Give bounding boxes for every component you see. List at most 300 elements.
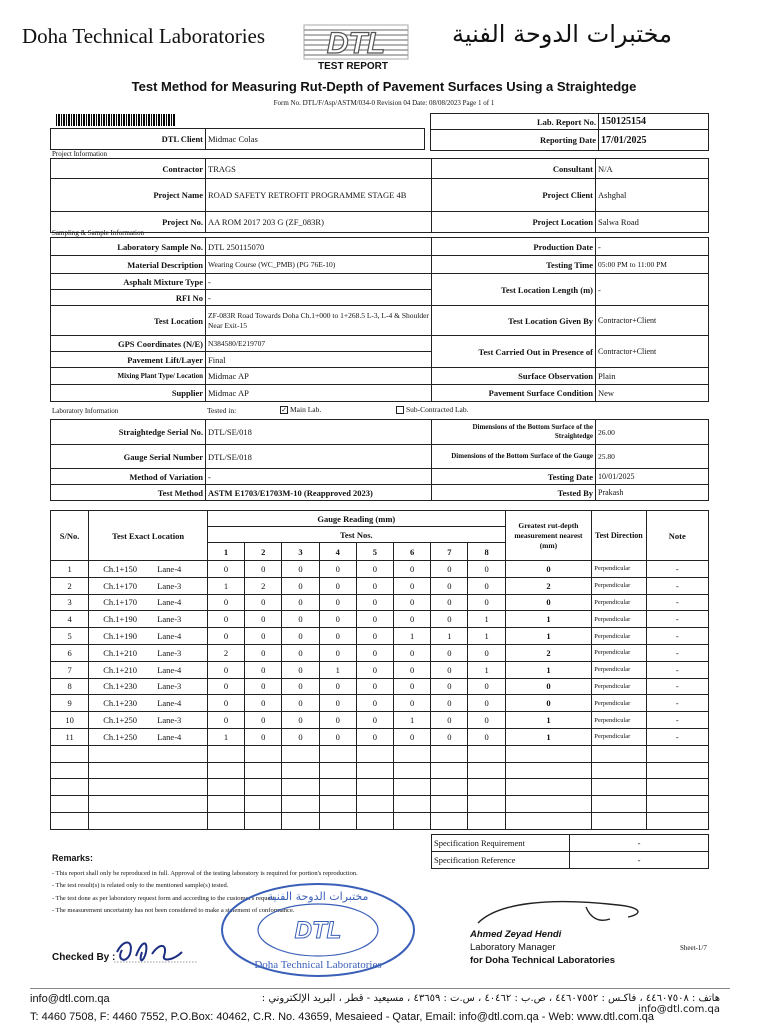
logo-text: DTL	[326, 27, 386, 60]
header-test-no: 2	[245, 543, 282, 561]
cell-lane: Lane-4	[157, 563, 182, 574]
cell-chainage: Ch.1+170	[103, 580, 138, 591]
section-lab: Laboratory Information	[52, 407, 119, 415]
cell-chainage: Ch.1+170	[103, 597, 138, 608]
cell-location	[89, 695, 208, 712]
cell-chainage: Ch.1+150	[103, 563, 138, 574]
manager-name: Ahmed Zeyad Hendi	[470, 929, 562, 940]
cell-reading: 0	[245, 712, 282, 729]
empty-cell	[207, 745, 244, 762]
empty-cell	[431, 762, 468, 779]
cell-lane: Lane-3	[157, 580, 182, 591]
consultant-value: N/A	[596, 159, 709, 179]
table-row	[51, 644, 709, 661]
lab-report-value: 150125154	[599, 114, 709, 130]
cell-lane: Lane-4	[157, 731, 182, 742]
project-client-label: Project Client	[432, 179, 596, 212]
empty-cell	[592, 745, 646, 762]
cell-reading: 1	[394, 628, 431, 645]
straightedge-value: DTL/SE/018	[206, 420, 432, 445]
cell-reading: 1	[468, 661, 505, 678]
cell-location	[89, 577, 208, 594]
cell-chainage: Ch.1+210	[103, 647, 138, 658]
cell-reading: 0	[245, 728, 282, 745]
empty-cell	[282, 796, 319, 813]
empty-cell	[207, 762, 244, 779]
cell-reading: 0	[319, 577, 356, 594]
cell-reading: 0	[245, 628, 282, 645]
checked-signature	[112, 930, 202, 970]
sheet-number: Sheet-1/7	[680, 944, 707, 952]
cell-reading: 0	[468, 644, 505, 661]
cell-reading: 0	[319, 695, 356, 712]
report-no-table	[430, 113, 709, 151]
gauge-value: DTL/SE/018	[206, 445, 432, 469]
spec-req-value: -	[570, 835, 709, 852]
report-title: Test Method for Measuring Rut-Depth of Pavement Surfaces Using a Straightedge	[131, 79, 637, 94]
cell-reading: 0	[431, 577, 468, 594]
cell-reading: 0	[282, 611, 319, 628]
empty-cell	[468, 762, 505, 779]
cell-sno: 4	[51, 611, 89, 628]
header-location: Test Exact Location	[89, 511, 208, 561]
section-sample: Sampling & Sample Information	[52, 229, 144, 237]
empty-cell	[468, 812, 505, 829]
spec-ref-value: -	[570, 852, 709, 869]
cell-rut: 1	[505, 661, 592, 678]
cell-rut: 0	[505, 678, 592, 695]
cell-sno: 2	[51, 577, 89, 594]
cell-reading: 0	[394, 728, 431, 745]
cell-reading: 0	[468, 594, 505, 611]
contractor-label: Contractor	[51, 159, 206, 179]
cell-reading: 2	[207, 644, 244, 661]
cell-reading: 0	[319, 628, 356, 645]
empty-cell	[89, 745, 208, 762]
cell-location	[89, 678, 208, 695]
cell-sno: 3	[51, 594, 89, 611]
cell-rut: 0	[505, 695, 592, 712]
manager-signature	[468, 893, 658, 933]
cell-reading: 0	[431, 728, 468, 745]
empty-cell	[394, 745, 431, 762]
header-direction: Test Direction	[592, 511, 646, 561]
table-row	[51, 728, 709, 745]
footer-english: T: 4460 7508, F: 4460 7552, P.O.Box: 40462, C.R. No. 43659, Mesaieed - Qatar, Email: info@dtl.com.qa - Web: www.dtl.com.qa	[30, 1011, 655, 1023]
table-row	[51, 695, 709, 712]
cell-reading: 0	[394, 695, 431, 712]
empty-cell	[207, 796, 244, 813]
empty-cell	[319, 762, 356, 779]
table-row	[51, 712, 709, 729]
stamp-arabic: مختبرات الدوحة الفنية	[267, 890, 369, 903]
header-test-no: 1	[207, 543, 244, 561]
empty-cell	[356, 812, 393, 829]
cell-direction: Perpendicular	[592, 628, 646, 645]
cell-reading: 0	[319, 561, 356, 578]
rfi-value: -	[206, 290, 432, 306]
empty-cell	[356, 762, 393, 779]
main-lab-checkbox-icon: ✓	[281, 406, 287, 415]
tested-by-label: Tested By	[432, 485, 596, 501]
cell-sno: 11	[51, 728, 89, 745]
empty-cell	[51, 779, 89, 796]
project-location-label: Project Location	[432, 212, 596, 233]
cell-reading: 0	[245, 661, 282, 678]
empty-cell	[356, 779, 393, 796]
project-name-value: ROAD SAFETY RETROFIT PROGRAMME STAGE 4B	[206, 179, 432, 212]
cell-sno: 6	[51, 644, 89, 661]
cell-note: -	[646, 561, 708, 578]
cell-reading: 0	[282, 678, 319, 695]
cell-reading: 0	[468, 695, 505, 712]
cell-reading: 0	[468, 577, 505, 594]
cell-reading: 0	[207, 611, 244, 628]
client-table	[50, 128, 425, 150]
empty-cell	[646, 796, 708, 813]
dim-gauge-label: Dimensions of the Bottom Surface of the Gauge	[432, 445, 596, 469]
project-name-label: Project Name	[51, 179, 206, 212]
method-value: ASTM E1703/E1703M-10 (Reapproved 2023)	[206, 485, 432, 501]
lift-value: Final	[206, 352, 432, 368]
empty-cell	[646, 812, 708, 829]
remark-line-4: - The measurement uncertainty has not been considered to make a statement of conformance.	[52, 907, 295, 914]
cell-note: -	[646, 594, 708, 611]
cell-reading: 0	[356, 661, 393, 678]
cell-direction: Perpendicular	[592, 644, 646, 661]
cell-reading: 0	[319, 728, 356, 745]
cell-reading: 0	[207, 712, 244, 729]
cell-reading: 0	[282, 577, 319, 594]
gauge-label: Gauge Serial Number	[51, 445, 206, 469]
cell-reading: 0	[431, 594, 468, 611]
gps-value: N384580/E219707	[206, 336, 432, 352]
cell-reading: 1	[319, 661, 356, 678]
lab-sample-label: Laboratory Sample No.	[51, 238, 206, 256]
cell-reading: 0	[394, 611, 431, 628]
client-label: DTL Client	[51, 129, 206, 150]
empty-cell	[51, 745, 89, 762]
cell-reading: 0	[207, 661, 244, 678]
variation-value: -	[206, 469, 432, 485]
presence-label: Test Carried Out in Presence of	[432, 336, 596, 368]
cell-reading: 0	[319, 712, 356, 729]
cell-sno: 10	[51, 712, 89, 729]
cell-lane: Lane-3	[157, 681, 182, 692]
cell-note: -	[646, 644, 708, 661]
empty-cell	[282, 779, 319, 796]
cell-chainage: Ch.1+190	[103, 631, 138, 642]
client-value: Midmac Colas	[206, 129, 425, 150]
company-name-ar: مختبرات الدوحة الفنية	[452, 20, 672, 48]
footer-email: info@dtl.com.qa	[30, 993, 110, 1005]
table-row	[51, 577, 709, 594]
cell-lane: Lane-4	[157, 664, 182, 675]
cell-reading: 0	[394, 678, 431, 695]
lift-label: Pavement Lift/Layer	[51, 352, 206, 368]
empty-row	[51, 796, 709, 813]
manager-role: Laboratory Manager	[470, 942, 556, 953]
header-test-no: 8	[468, 543, 505, 561]
lab-stamp	[218, 880, 418, 980]
contractor-value: TRAGS	[206, 159, 432, 179]
project-table	[50, 158, 709, 233]
empty-row	[51, 812, 709, 829]
empty-cell	[394, 779, 431, 796]
cell-reading: 0	[394, 577, 431, 594]
testing-date-value: 10/01/2025	[596, 469, 709, 485]
method-label: Test Method	[51, 485, 206, 501]
cell-reading: 0	[394, 594, 431, 611]
cell-chainage: Ch.1+210	[103, 664, 138, 675]
empty-cell	[282, 745, 319, 762]
cell-reading: 0	[394, 644, 431, 661]
cell-reading: 1	[431, 628, 468, 645]
remark-line-1: - This report shall only be reproduced in full. Approval of the testing laboratory is required for portion's reproduction.	[52, 870, 358, 877]
table-row	[51, 611, 709, 628]
cell-reading: 0	[431, 561, 468, 578]
cell-reading: 0	[468, 561, 505, 578]
cell-reading: 0	[282, 561, 319, 578]
cell-reading: 0	[394, 561, 431, 578]
empty-cell	[592, 796, 646, 813]
surface-obs-label: Surface Observation	[432, 368, 596, 385]
dtl-logo	[300, 22, 412, 64]
cell-location	[89, 728, 208, 745]
header-sno: S/No.	[51, 511, 89, 561]
cell-reading: 0	[319, 594, 356, 611]
cell-reading: 1	[207, 577, 244, 594]
cell-rut: 1	[505, 712, 592, 729]
cell-reading: 0	[319, 678, 356, 695]
empty-cell	[505, 762, 592, 779]
cell-reading: 0	[431, 695, 468, 712]
location-length-label: Test Location Length (m)	[432, 274, 596, 306]
consultant-label: Consultant	[432, 159, 596, 179]
project-location-value: Salwa Road	[596, 212, 709, 233]
empty-cell	[356, 796, 393, 813]
cell-reading: 0	[356, 678, 393, 695]
empty-cell	[319, 745, 356, 762]
cell-rut: 2	[505, 577, 592, 594]
header-rut: Greatest rut-depth measurement nearest (mm)	[505, 511, 592, 561]
cell-location	[89, 712, 208, 729]
cell-lane: Lane-4	[157, 597, 182, 608]
project-no-value: AA ROM 2017 203 G (ZF_083R)	[206, 212, 432, 233]
surface-cond-value: New	[596, 385, 709, 402]
empty-cell	[207, 779, 244, 796]
cell-location	[89, 644, 208, 661]
empty-cell	[89, 779, 208, 796]
empty-cell	[431, 745, 468, 762]
empty-cell	[505, 745, 592, 762]
empty-cell	[394, 796, 431, 813]
cell-reading: 0	[282, 628, 319, 645]
cell-reading: 0	[356, 577, 393, 594]
empty-cell	[319, 779, 356, 796]
header-test-nos: Test Nos.	[207, 527, 505, 543]
cell-reading: 0	[356, 594, 393, 611]
empty-cell	[319, 812, 356, 829]
cell-reading: 0	[282, 661, 319, 678]
cell-note: -	[646, 728, 708, 745]
cell-reading: 0	[207, 594, 244, 611]
table-row	[51, 678, 709, 695]
cell-reading: 0	[356, 611, 393, 628]
cell-reading: 0	[282, 695, 319, 712]
empty-cell	[505, 812, 592, 829]
asphalt-type-value: -	[206, 274, 432, 290]
stamp-english: Doha Technical Laboratories	[254, 959, 382, 971]
sub-lab-checkbox-icon	[396, 406, 404, 414]
cell-rut: 0	[505, 561, 592, 578]
cell-direction: Perpendicular	[592, 678, 646, 695]
cell-reading: 0	[207, 628, 244, 645]
cell-reading: 0	[468, 678, 505, 695]
empty-cell	[646, 745, 708, 762]
cell-direction: Perpendicular	[592, 712, 646, 729]
stamp-logo: DTL	[294, 917, 342, 944]
cell-reading: 0	[356, 712, 393, 729]
cell-sno: 5	[51, 628, 89, 645]
empty-cell	[89, 812, 208, 829]
testing-time-label: Testing Time	[432, 256, 596, 274]
cell-reading: 0	[356, 561, 393, 578]
cell-reading: 0	[282, 594, 319, 611]
cell-location	[89, 561, 208, 578]
header-test-no: 6	[394, 543, 431, 561]
empty-cell	[282, 812, 319, 829]
cell-note: -	[646, 628, 708, 645]
cell-sno: 1	[51, 561, 89, 578]
cell-chainage: Ch.1+230	[103, 698, 138, 709]
cell-reading: 0	[356, 728, 393, 745]
cell-location	[89, 594, 208, 611]
footer-arabic: هاتف : ٤٤٦٠٧٥٠٨ ، فاكـس : ٤٤٦٠٧٥٥٢ ، ص.ب : ٤٠٤٦٢ ، س.ت : ٤٣٦٥٩ ، مسيعيد - قطر ، البريد الإلكتروني : info@dtl.com.qa	[261, 993, 720, 1015]
cell-direction: Perpendicular	[592, 611, 646, 628]
manager-org: for Doha Technical Laboratories	[470, 955, 615, 966]
test-location-value: ZF-083R Road Towards Doha Ch.1+000 to 1+268.5 L-3, L-4 & Shoulder Near Exit-15	[206, 306, 432, 336]
cell-lane: Lane-4	[157, 631, 182, 642]
empty-cell	[592, 812, 646, 829]
cell-reading: 0	[245, 611, 282, 628]
cell-reading: 0	[356, 695, 393, 712]
cell-reading: 2	[245, 577, 282, 594]
cell-note: -	[646, 678, 708, 695]
results-table	[50, 510, 709, 830]
header-test-no: 4	[319, 543, 356, 561]
surface-cond-label: Pavement Surface Condition	[432, 385, 596, 402]
cell-reading: 0	[245, 644, 282, 661]
cell-reading: 0	[282, 728, 319, 745]
cell-rut: 1	[505, 728, 592, 745]
empty-row	[51, 745, 709, 762]
remarks-title: Remarks:	[52, 853, 94, 863]
empty-cell	[431, 812, 468, 829]
cell-note: -	[646, 712, 708, 729]
cell-reading: 1	[468, 611, 505, 628]
supplier-label: Supplier	[51, 385, 206, 402]
cell-reading: 0	[431, 661, 468, 678]
lab-table	[50, 419, 709, 501]
empty-cell	[468, 745, 505, 762]
testing-date-label: Testing Date	[432, 469, 596, 485]
reporting-date-label: Reporting Date	[431, 130, 599, 151]
table-row	[51, 594, 709, 611]
cell-sno: 8	[51, 678, 89, 695]
plant-value: Midmac AP	[206, 368, 432, 385]
production-date-value: -	[596, 238, 709, 256]
cell-lane: Lane-4	[157, 698, 182, 709]
cell-chainage: Ch.1+190	[103, 614, 138, 625]
dim-gauge-value: 25.80	[596, 445, 709, 469]
asphalt-type-label: Asphalt Mixture Type	[51, 274, 206, 290]
empty-cell	[245, 796, 282, 813]
empty-cell	[431, 796, 468, 813]
empty-cell	[51, 762, 89, 779]
cell-reading: 0	[468, 712, 505, 729]
empty-row	[51, 779, 709, 796]
empty-cell	[89, 762, 208, 779]
cell-sno: 7	[51, 661, 89, 678]
cell-location	[89, 611, 208, 628]
company-name-en: Doha Technical Laboratories	[22, 24, 266, 48]
testing-time-value: 05:00 PM to 11:00 PM	[596, 256, 709, 274]
cell-reading: 0	[245, 594, 282, 611]
material-label: Material Description	[51, 256, 206, 274]
cell-direction: Perpendicular	[592, 594, 646, 611]
cell-rut: 2	[505, 644, 592, 661]
checked-by-label: Checked By :	[52, 952, 116, 963]
empty-cell	[505, 779, 592, 796]
cell-direction: Perpendicular	[592, 577, 646, 594]
empty-cell	[468, 779, 505, 796]
tested-in-label: Tested in:	[207, 406, 237, 415]
cell-chainage: Ch.1+250	[103, 731, 138, 742]
cell-location	[89, 661, 208, 678]
cell-rut: 1	[505, 628, 592, 645]
remark-line-3: - The test done as per laboratory request form and according to the customer's request.	[52, 895, 277, 902]
spec-ref-label: Specification Reference	[432, 852, 570, 869]
main-lab-option: ✓ Main Lab.	[281, 405, 322, 415]
table-row	[51, 561, 709, 578]
cell-reading: 0	[431, 611, 468, 628]
rfi-label: RFI No	[51, 290, 206, 306]
cell-reading: 0	[207, 695, 244, 712]
empty-cell	[245, 779, 282, 796]
empty-cell	[282, 762, 319, 779]
cell-note: -	[646, 577, 708, 594]
cell-note: -	[646, 695, 708, 712]
sub-lab-option: Sub-Contracted Lab.	[396, 405, 468, 414]
dim-se-value: 26.00	[596, 420, 709, 445]
sample-table	[50, 237, 709, 402]
cell-reading: 0	[282, 644, 319, 661]
barcode	[56, 114, 176, 126]
location-given-label: Test Location Given By	[432, 306, 596, 336]
cell-reading: 0	[468, 728, 505, 745]
cell-chainage: Ch.1+250	[103, 715, 138, 726]
empty-cell	[646, 762, 708, 779]
cell-direction: Perpendicular	[592, 695, 646, 712]
cell-reading: 0	[356, 628, 393, 645]
empty-cell	[505, 796, 592, 813]
reporting-date-value: 17/01/2025	[599, 130, 709, 151]
location-given-value: Contractor+Client	[596, 306, 709, 336]
material-value: Wearing Course (WC_PMB) (PG 76E-10)	[206, 256, 432, 274]
remark-line-2: - The test result(s) is related only to the mentioned sample(s) tested.	[52, 882, 229, 889]
tested-by-value: Prakash	[596, 485, 709, 501]
